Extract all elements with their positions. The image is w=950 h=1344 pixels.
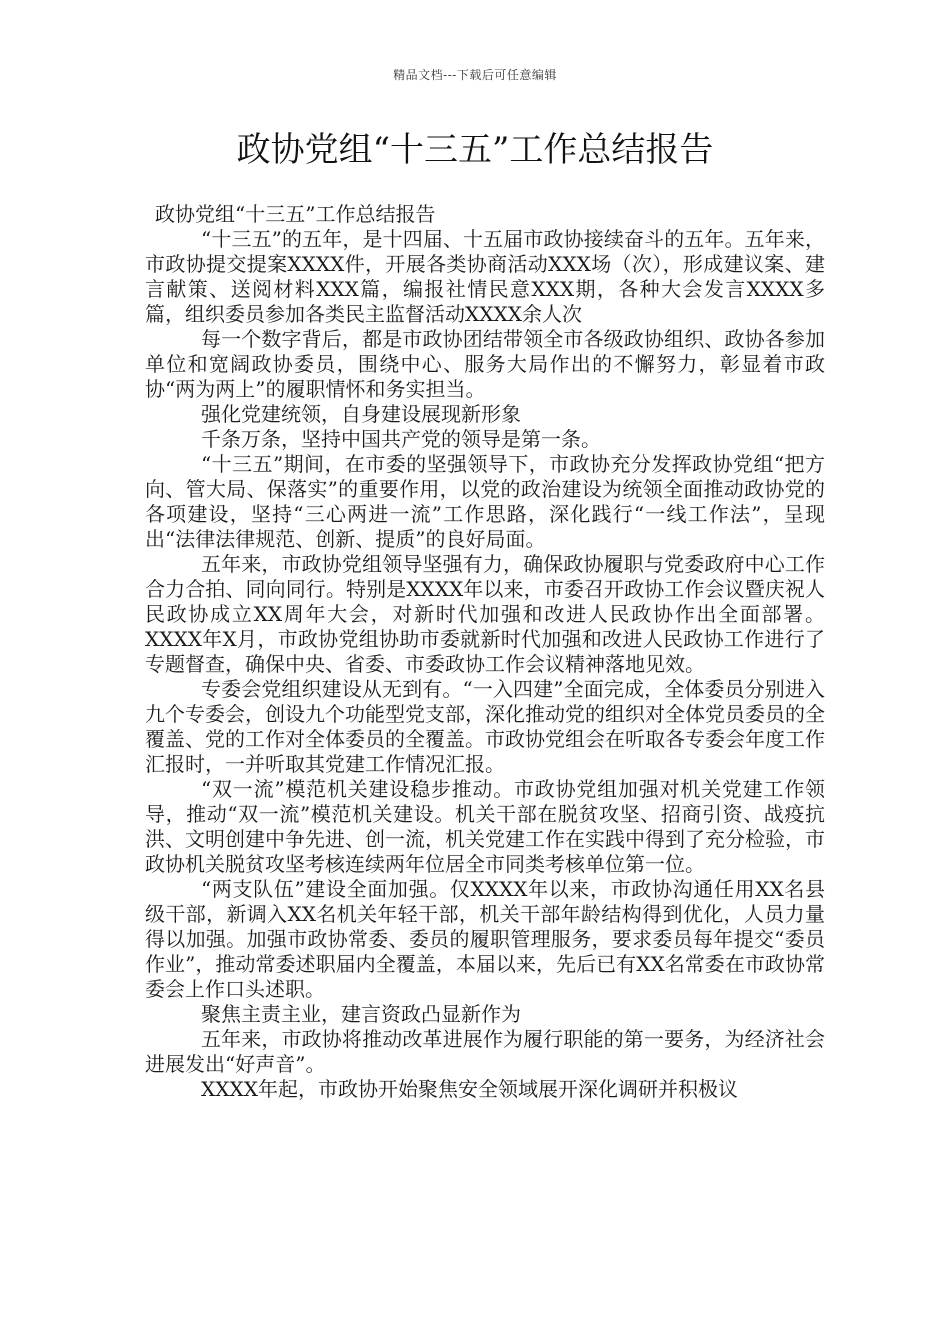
document-body	[145, 202, 825, 1102]
paragraph: 五年来，市政协将推动改革进展作为履行职能的第一要务，为经济社会进展发出“好声音”。	[145, 1027, 825, 1076]
paragraph: “两支队伍”建设全面加强。仅XXXX年以来，市政协沟通任用XX名县级干部，新调入XX名机关年轻干部，机关干部年龄结构得到优化，人员力量得以加强。加强市政协常委、委员的履职管理服务，要求委员每年提交“委员作业”，推动常委述职届内全覆盖，本届以来，先后已有XX名常委在市政协常委会上作口头述职。	[145, 877, 825, 1001]
section-heading: 强化党建统领，自身建设展现新形象	[201, 402, 521, 426]
paragraph: “双一流”模范机关建设稳步推动。市政协党组加强对机关党建工作领导，推动“双一流”模范机关建设。机关干部在脱贫攻坚、招商引资、战疫抗洪、文明创建中争先进、创一流，机关党建工作在实践中得到了充分检验，市政协机关脱贫攻坚考核连续两年位居全市同类考核单位第一位。	[145, 777, 825, 876]
paragraph: 专委会党组织建设从无到有。“一入四建”全面完成，全体委员分别进入九个专委会，创设九个功能型党支部，深化推动党的组织对全体党员委员的全覆盖、党的工作对全体委员的全覆盖。市政协党组会在听取各专委会年度工作汇报时，一并听取其党建工作情况汇报。	[145, 677, 825, 776]
paragraph: 每一个数字背后，都是市政协团结带领全市各级政协组织、政协各参加单位和宽阔政协委员，围绕中心、服务大局作出的不懈努力，彰显着市政协“两为两上”的履职情怀和务实担当。	[145, 327, 825, 401]
paragraph: “十三五”的五年，是十四届、十五届市政协接续奋斗的五年。五年来，市政协提交提案XXXX件，开展各类协商活动XXX场（次），形成建议案、建言献策、送阅材料XXX篇，编报社情民意XXX期，各种大会发言XXXX多篇，组织委员参加各类民主监督活动XXXX余人次	[145, 227, 825, 326]
paragraph-subtitle: 政协党组“十三五”工作总结报告	[155, 202, 436, 226]
document-title: 政协党组“十三五”工作总结报告	[236, 130, 714, 170]
section-heading: 聚焦主责主业，建言资政凸显新作为	[201, 1002, 521, 1026]
paragraph: XXXX年起，市政协开始聚焦安全领域展开深化调研并积极议	[201, 1077, 738, 1101]
paragraph: 千条万条，坚持中国共产党的领导是第一条。	[201, 427, 601, 451]
paragraph: 五年来，市政协党组领导坚强有力，确保政协履职与党委政府中心工作合力合拍、同向同行。特别是XXXX年以来，市委召开政协工作会议暨庆祝人民政协成立XX周年大会，对新时代加强和改进人民政协作出全面部署。XXXX年X月，市政协党组协助市委就新时代加强和改进人民政协工作进行了专题督查，确保中央、省委、市委政协工作会议精神落地见效。	[145, 552, 825, 676]
watermark-header: 精品文档---下载后可任意编辑	[393, 68, 557, 82]
paragraph: “十三五”期间，在市委的坚强领导下，市政协充分发挥政协党组“把方向、管大局、保落实”的重要作用，以党的政治建设为统领全面推动政协党的各项建设，坚持“三心两进一流”工作思路，深化践行“一线工作法”，呈现出“法律法律规范、创新、提质”的良好局面。	[145, 452, 825, 551]
